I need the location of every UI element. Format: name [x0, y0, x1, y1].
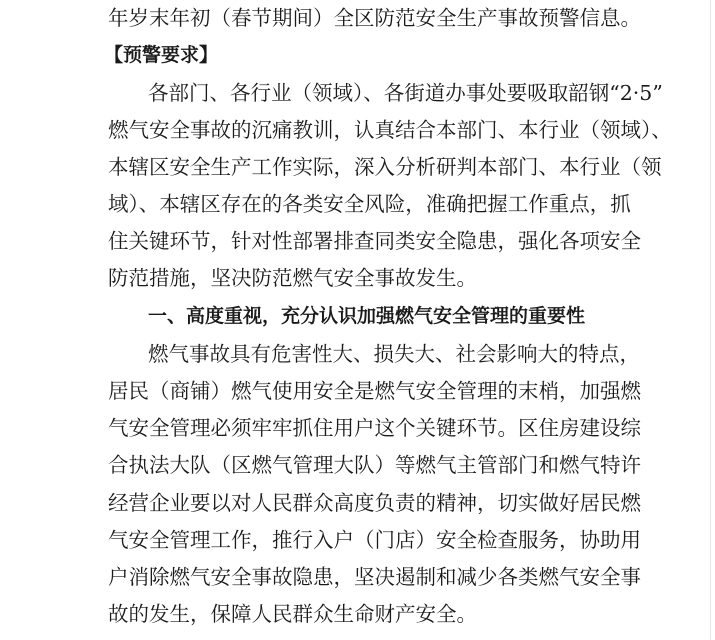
section-one-line-3: 气安全管理必须牢牢抓住用户这个关键环节。区住房建设综	[108, 416, 641, 440]
requirements-line-5: 住关键环节，针对性部署排查同类安全隐患，强化各项安全	[108, 229, 641, 253]
section-one-line-7: 户消除燃气安全事故隐患，坚决遏制和减少各类燃气安全事	[108, 565, 641, 589]
requirements-line-1: 各部门、各行业（领域）、各街道办事处要吸取韶钢“2·5”	[148, 81, 663, 105]
section-one-line-2: 居民（商铺）燃气使用安全是燃气安全管理的末梢，加强燃	[108, 379, 641, 403]
requirements-line-6: 防范措施，坚决防范燃气安全事故发生。	[108, 266, 477, 290]
requirements-heading: 【预警要求】	[104, 44, 219, 66]
section-one-line-1: 燃气事故具有危害性大、损失大、社会影响大的特点，	[148, 342, 640, 366]
requirements-line-2: 燃气安全事故的沉痛教训，认真结合本部门、本行业（领域）、	[108, 118, 672, 142]
section-one-line-4: 合执法大队（区燃气管理大队）等燃气主管部门和燃气特许	[108, 453, 641, 477]
requirements-line-4: 域）、本辖区存在的各类安全风险，准确把握工作重点，抓	[108, 192, 631, 216]
section-one-line-8: 故的发生，保障人民群众生命财产安全。	[108, 602, 477, 626]
intro-tail-line: 年岁末年初（春节期间）全区防范安全生产事故预警信息。	[108, 6, 641, 30]
section-one-line-6: 气安全管理工作，推行入户（门店）安全检查服务，协助用	[108, 528, 641, 552]
section-one-heading: 一、高度重视，充分认识加强燃气安全管理的重要性	[148, 305, 586, 327]
page-edge-divider	[710, 0, 711, 640]
requirements-line-3: 本辖区安全生产工作实际，深入分析研判本部门、本行业（领	[108, 155, 662, 179]
section-one-line-5: 经营企业要以对人民群众高度负责的精神，切实做好居民燃	[108, 491, 641, 515]
